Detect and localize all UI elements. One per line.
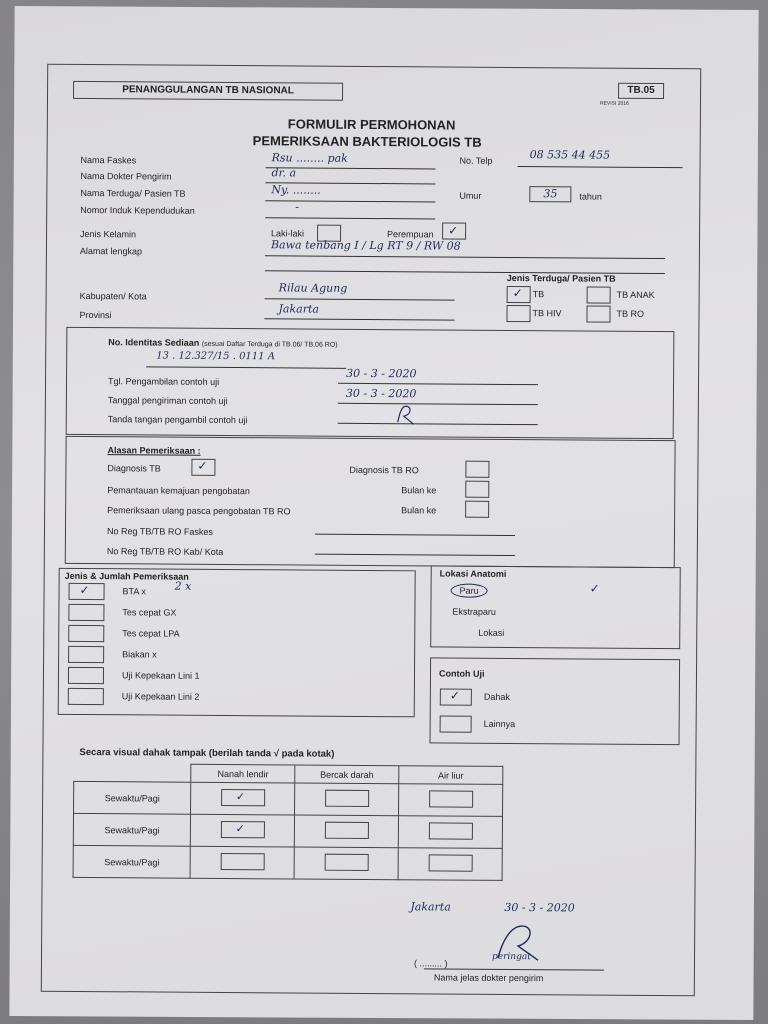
- faskes-label: Nama Faskes: [80, 154, 137, 166]
- program-label: PENANGGULANGAN TB NASIONAL: [73, 81, 343, 101]
- lpa-checkbox[interactable]: [68, 625, 104, 642]
- dahak-checkbox[interactable]: ✓: [440, 688, 472, 705]
- diagnosis-ro-label: Diagnosis TB RO: [349, 464, 419, 476]
- bta-count: 2 x: [174, 579, 192, 593]
- form-code-sub: REVISI 2016: [599, 100, 629, 107]
- tgl-ambil-label: Tgl. Pengambilan contoh uji: [107, 376, 220, 387]
- lokasi-label: Lokasi: [478, 627, 505, 638]
- r3-nanah-checkbox[interactable]: [220, 853, 264, 870]
- lini1-label: Uji Kepekaan Lini 1: [121, 670, 200, 681]
- dahak-label: Dahak: [483, 691, 510, 702]
- biakan-checkbox[interactable]: [68, 646, 104, 663]
- tb-hiv-checkbox[interactable]: [506, 305, 530, 322]
- r3-airliur-checkbox[interactable]: [428, 854, 472, 871]
- tb-anak-checkbox[interactable]: [587, 286, 611, 303]
- pasien-label: Nama Terduga/ Pasien TB: [80, 187, 186, 199]
- kelamin-label: Jenis Kelamin: [80, 228, 137, 240]
- umur-value: 35: [529, 186, 571, 202]
- bulan-ke2-box[interactable]: [465, 501, 489, 518]
- alamat-label: Alamat lengkap: [79, 245, 143, 257]
- col-airliur: Air liur: [399, 766, 503, 785]
- gx-checkbox[interactable]: [68, 604, 104, 621]
- kab-value: Rilau Agung: [278, 281, 348, 295]
- pemantauan-label: Pemantauan kemajuan pengobatan: [107, 485, 250, 497]
- form-code: TB.05: [618, 83, 664, 99]
- r1-airliur-checkbox[interactable]: [429, 790, 473, 807]
- noreg-kab-label: No Reg TB/TB RO Kab/ Kota: [106, 546, 224, 557]
- lpa-label: Tes cepat LPA: [122, 628, 180, 639]
- signature-date: 30 - 3 - 2020: [504, 900, 575, 915]
- tb-checkbox[interactable]: ✓: [507, 286, 531, 303]
- row-label-3: Sewaktu/Pagi: [73, 845, 191, 878]
- signature-name: ( ......... ): [413, 958, 448, 969]
- tb-ro-checkbox[interactable]: [586, 305, 610, 322]
- jenis-terduga-title: Jenis Terduga/ Pasien TB: [506, 272, 616, 284]
- paru-label: Paru: [451, 584, 488, 598]
- tb-anak-label: TB ANAK: [616, 289, 655, 300]
- tgl-ambil-value: 30 - 3 - 2020: [346, 366, 417, 381]
- signature-name-label: Nama jelas dokter pengirim: [433, 972, 544, 984]
- ulang-label: Pemeriksaan ulang pasca pengobatan TB RO: [107, 505, 291, 517]
- signature-place: Jakarta: [410, 900, 451, 914]
- kab-label: Kabupaten/ Kota: [79, 290, 147, 302]
- jenis-jumlah-section: [58, 568, 416, 717]
- signature-name-value: peringat: [491, 951, 531, 963]
- bulan-ke1-label: Bulan ke: [401, 485, 437, 496]
- lini2-label: Uji Kepekaan Lini 2: [121, 691, 200, 702]
- row-label-2: Sewaktu/Pagi: [73, 813, 191, 846]
- bta-checkbox[interactable]: ✓: [69, 583, 105, 600]
- tb-ro-label: TB RO: [616, 308, 645, 319]
- lini2-checkbox[interactable]: [68, 688, 104, 705]
- tb-label: TB: [532, 289, 545, 300]
- col-nanah: Nanah lendir: [191, 764, 295, 783]
- title-line2: PEMERIKSAAN BAKTERIOLOGIS TB: [252, 133, 482, 150]
- noreg-faskes-label: No Reg TB/TB RO Faskes: [106, 526, 213, 537]
- ekstraparu-label: Ekstraparu: [452, 606, 496, 617]
- perempuan-checkbox[interactable]: ✓: [442, 222, 466, 239]
- bulan-ke1-box[interactable]: [465, 481, 489, 498]
- prov-label: Provinsi: [79, 309, 112, 321]
- alasan-title: Alasan Pemeriksaan :: [107, 445, 201, 456]
- r2-airliur-checkbox[interactable]: [428, 822, 472, 839]
- r3-bercak-checkbox[interactable]: [324, 854, 368, 871]
- lainnya-checkbox[interactable]: [440, 715, 472, 732]
- ttd-label: Tanda tangan pengambil contoh uji: [107, 414, 248, 426]
- telp-label: No. Telp: [459, 155, 493, 166]
- ttd-signature: [392, 402, 422, 426]
- r1-bercak-checkbox[interactable]: [325, 790, 369, 807]
- tgl-kirim-label: Tanggal pengiriman contoh uji: [107, 395, 228, 406]
- jenis-jumlah-title: Jenis & Jumlah Pemeriksaan: [64, 570, 189, 582]
- umur-unit: tahun: [579, 191, 602, 202]
- tgl-kirim-value: 30 - 3 - 2020: [345, 386, 417, 401]
- title-line1: FORMULIR PERMOHONAN: [287, 116, 456, 133]
- diagnosis-ro-checkbox[interactable]: [465, 461, 489, 478]
- contoh-title: Contoh Uji: [438, 668, 485, 679]
- sediaan-id-value: 13 . 12.327/15 . 0111 A: [156, 350, 275, 363]
- col-bercak: Bercak darah: [295, 765, 399, 784]
- nik-value: -: [295, 200, 300, 214]
- bta-label: BTA x: [122, 586, 146, 597]
- tb05-form: [41, 64, 701, 997]
- tb-hiv-label: TB HIV: [532, 308, 562, 319]
- lokasi-title: Lokasi Anatomi: [439, 568, 507, 579]
- umur-label: Umur: [459, 190, 482, 201]
- biakan-label: Biakan x: [122, 649, 157, 660]
- lainnya-label: Lainnya: [483, 718, 516, 730]
- laki-label: Laki-laki: [271, 228, 305, 239]
- telp-value: 08 535 44 455: [529, 148, 611, 162]
- alamat-value: Bawa tenbang I / Lg RT 9 / RW 08: [270, 238, 461, 253]
- nik-label: Nomor Induk Kependudukan: [80, 204, 195, 216]
- dokter-value: dr. a: [271, 166, 297, 180]
- r1-nanah-checkbox[interactable]: ✓: [221, 789, 265, 806]
- paru-mark: ✓: [589, 581, 600, 596]
- diagnosis-tb-checkbox[interactable]: ✓: [191, 459, 215, 476]
- visual-title: Secara visual dahak tampak (berilah tanda √ pada kotak): [79, 746, 335, 760]
- gx-label: Tes cepat GX: [122, 607, 177, 618]
- dokter-label: Nama Dokter Pengirim: [80, 170, 172, 182]
- diagnosis-tb-label: Diagnosis TB: [107, 463, 161, 474]
- faskes-value: Rsu ........ pak: [271, 151, 348, 165]
- sediaan-title: No. Identitas Sediaan (sesuai Daftar Terduga di TB.06/ TB.06 RO): [108, 337, 338, 349]
- perempuan-label: Perempuan: [387, 229, 434, 240]
- lini1-checkbox[interactable]: [68, 667, 104, 684]
- r2-nanah-checkbox[interactable]: ✓: [221, 821, 265, 838]
- bulan-ke2-label: Bulan ke: [401, 505, 437, 516]
- prov-value: Jakarta: [278, 302, 320, 316]
- pasien-value: Ny. ........: [271, 183, 321, 197]
- visual-table: [73, 763, 504, 881]
- row-label-1: Sewaktu/Pagi: [74, 781, 192, 814]
- r2-bercak-checkbox[interactable]: [324, 822, 368, 839]
